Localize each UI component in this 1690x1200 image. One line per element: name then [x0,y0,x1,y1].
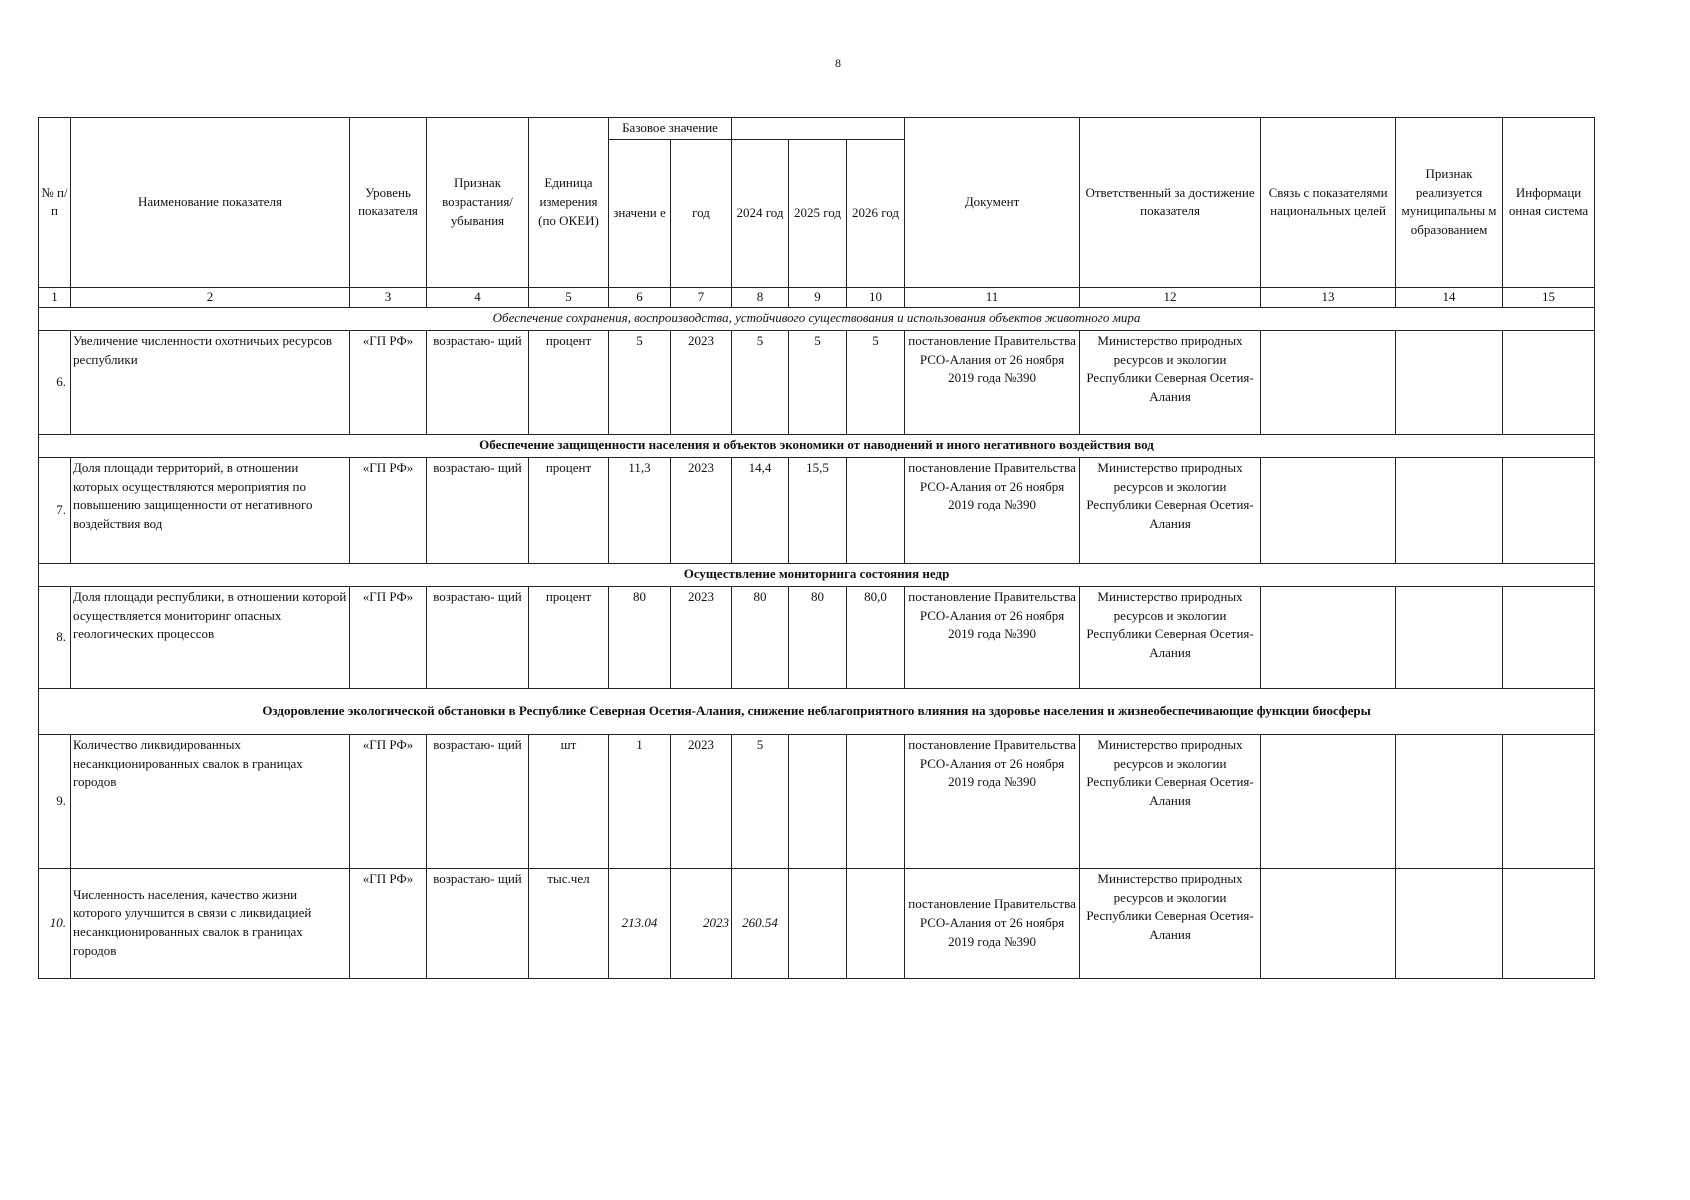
row-2024: 5 [732,330,789,434]
header-level: Уровень показателя [350,118,427,288]
row-base-value: 1 [609,734,671,868]
row-base-year: 2023 [671,868,732,978]
row-name: Доля площади республики, в отношении которой осуществляется мониторинг опасных геологических процессов [71,586,350,688]
row-2025 [789,868,847,978]
row-muni [1396,330,1503,434]
header-name: Наименование показателя [71,118,350,288]
indicators-table [38,117,1595,979]
row-2024: 260.54 [732,868,789,978]
section-title: Осуществление мониторинга состояния недр [39,563,1595,586]
row-base-value: 213.04 [609,868,671,978]
row-resp: Министерство природных ресурсов и экологии Республики Северная Осетия-Алания [1080,457,1261,563]
col-number: 1 [39,287,71,307]
row-info [1503,330,1595,434]
row-muni [1396,734,1503,868]
col-number: 4 [427,287,529,307]
row-level: «ГП РФ» [350,586,427,688]
row-link [1261,586,1396,688]
col-number: 3 [350,287,427,307]
col-number: 14 [1396,287,1503,307]
row-2026: 80,0 [847,586,905,688]
col-number: 6 [609,287,671,307]
col-number: 11 [905,287,1080,307]
row-doc: постановление Правительства РСО-Алания от 26 ноября 2019 года №390 [905,586,1080,688]
row-unit: процент [529,457,609,563]
row-info [1503,734,1595,868]
header-unit: Единица измерения (по ОКЕИ) [529,118,609,288]
header-link: Связь с показателями национальных целей [1261,118,1396,288]
row-base-year: 2023 [671,330,732,434]
row-info [1503,457,1595,563]
header-info: Информаци онная система [1503,118,1595,288]
row-doc: постановление Правительства РСО-Алания от 26 ноября 2019 года №390 [905,868,1080,978]
row-doc: постановление Правительства РСО-Алания от 26 ноября 2019 года №390 [905,457,1080,563]
row-sign: возрастаю- щий [427,330,529,434]
row-unit: процент [529,586,609,688]
header-2025: 2025 год [789,139,847,287]
header-doc: Документ [905,118,1080,288]
section-title: Оздоровление экологической обстановки в Республике Северная Осетия-Алания, снижение неблагоприятного влияния на здоровье населения и жизнеобеспечивающие функции биосферы [39,688,1595,734]
row-resp: Министерство природных ресурсов и экологии Республики Северная Осетия-Алания [1080,868,1261,978]
column-numbers-row [39,287,1595,307]
row-2026: 5 [847,330,905,434]
row-muni [1396,457,1503,563]
row-base-year: 2023 [671,457,732,563]
row-info [1503,586,1595,688]
row-base-value: 11,3 [609,457,671,563]
row-level: «ГП РФ» [350,734,427,868]
col-number: 2 [71,287,350,307]
col-number: 7 [671,287,732,307]
row-resp: Министерство природных ресурсов и экологии Республики Северная Осетия-Алания [1080,734,1261,868]
row-sign: возрастаю- щий [427,457,529,563]
row-sign: возрастаю- щий [427,586,529,688]
row-2026 [847,868,905,978]
row-unit: процент [529,330,609,434]
row-num: 10. [39,868,71,978]
table-row [39,586,1595,688]
col-number: 9 [789,287,847,307]
row-doc: постановление Правительства РСО-Алания от 26 ноября 2019 года №390 [905,330,1080,434]
header-base-year: год [671,139,732,287]
row-base-year: 2023 [671,586,732,688]
header-2024: 2024 год [732,139,789,287]
row-base-value: 80 [609,586,671,688]
row-link [1261,457,1396,563]
col-number: 8 [732,287,789,307]
row-2024: 14,4 [732,457,789,563]
row-sign: возрастаю- щий [427,734,529,868]
col-number: 12 [1080,287,1261,307]
row-level: «ГП РФ» [350,868,427,978]
col-number: 5 [529,287,609,307]
col-number: 15 [1503,287,1595,307]
header-sign: Признак возрастания/ убывания [427,118,529,288]
row-base-year: 2023 [671,734,732,868]
row-unit: шт [529,734,609,868]
col-number: 10 [847,287,905,307]
row-2024: 80 [732,586,789,688]
row-num: 6. [39,330,71,434]
table-row [39,330,1595,434]
row-name: Увеличение численности охотничьих ресурсов республики [71,330,350,434]
row-resp: Министерство природных ресурсов и экологии Республики Северная Осетия-Алания [1080,586,1261,688]
header-resp: Ответственный за достижение показателя [1080,118,1261,288]
table-row [39,868,1595,978]
header-base-value: значени е [609,139,671,287]
row-2025: 80 [789,586,847,688]
row-2026 [847,734,905,868]
table-row [39,734,1595,868]
row-resp: Министерство природных ресурсов и экологии Республики Северная Осетия-Алания [1080,330,1261,434]
row-link [1261,868,1396,978]
table-row [39,457,1595,563]
row-level: «ГП РФ» [350,330,427,434]
row-2025: 5 [789,330,847,434]
row-doc: постановление Правительства РСО-Алания от 26 ноября 2019 года №390 [905,734,1080,868]
row-name: Количество ликвидированных несанкционированных свалок в границах городов [71,734,350,868]
col-number: 13 [1261,287,1396,307]
row-num: 7. [39,457,71,563]
section-title: Обеспечение защищенности населения и объектов экономики от наводнений и иного негативного воздействия вод [39,434,1595,457]
row-level: «ГП РФ» [350,457,427,563]
row-sign: возрастаю- щий [427,868,529,978]
page-number: 8 [835,56,841,70]
row-2024: 5 [732,734,789,868]
row-link [1261,734,1396,868]
row-2026 [847,457,905,563]
header-num: № п/п [39,118,71,288]
row-link [1261,330,1396,434]
header-base: Базовое значение [609,118,732,140]
row-info [1503,868,1595,978]
row-base-value: 5 [609,330,671,434]
row-muni [1396,586,1503,688]
row-2025: 15,5 [789,457,847,563]
row-unit: тыс.чел [529,868,609,978]
row-name: Доля площади территорий, в отношении которых осуществляются мероприятия по повышению защищенности от негативного воздействия вод [71,457,350,563]
row-2025 [789,734,847,868]
header-years-group [732,118,905,140]
row-num: 8. [39,586,71,688]
header-muni: Признак реализуется муниципальны м образованием [1396,118,1503,288]
row-muni [1396,868,1503,978]
header-2026: 2026 год [847,139,905,287]
row-num: 9. [39,734,71,868]
section-title: Обеспечение сохранения, воспроизводства, устойчивого существования и использования объектов животного мира [39,307,1595,330]
row-name: Численность населения, качество жизни которого улучшится в связи с ликвидацией несанкционированных свалок в границах городов [71,868,350,978]
